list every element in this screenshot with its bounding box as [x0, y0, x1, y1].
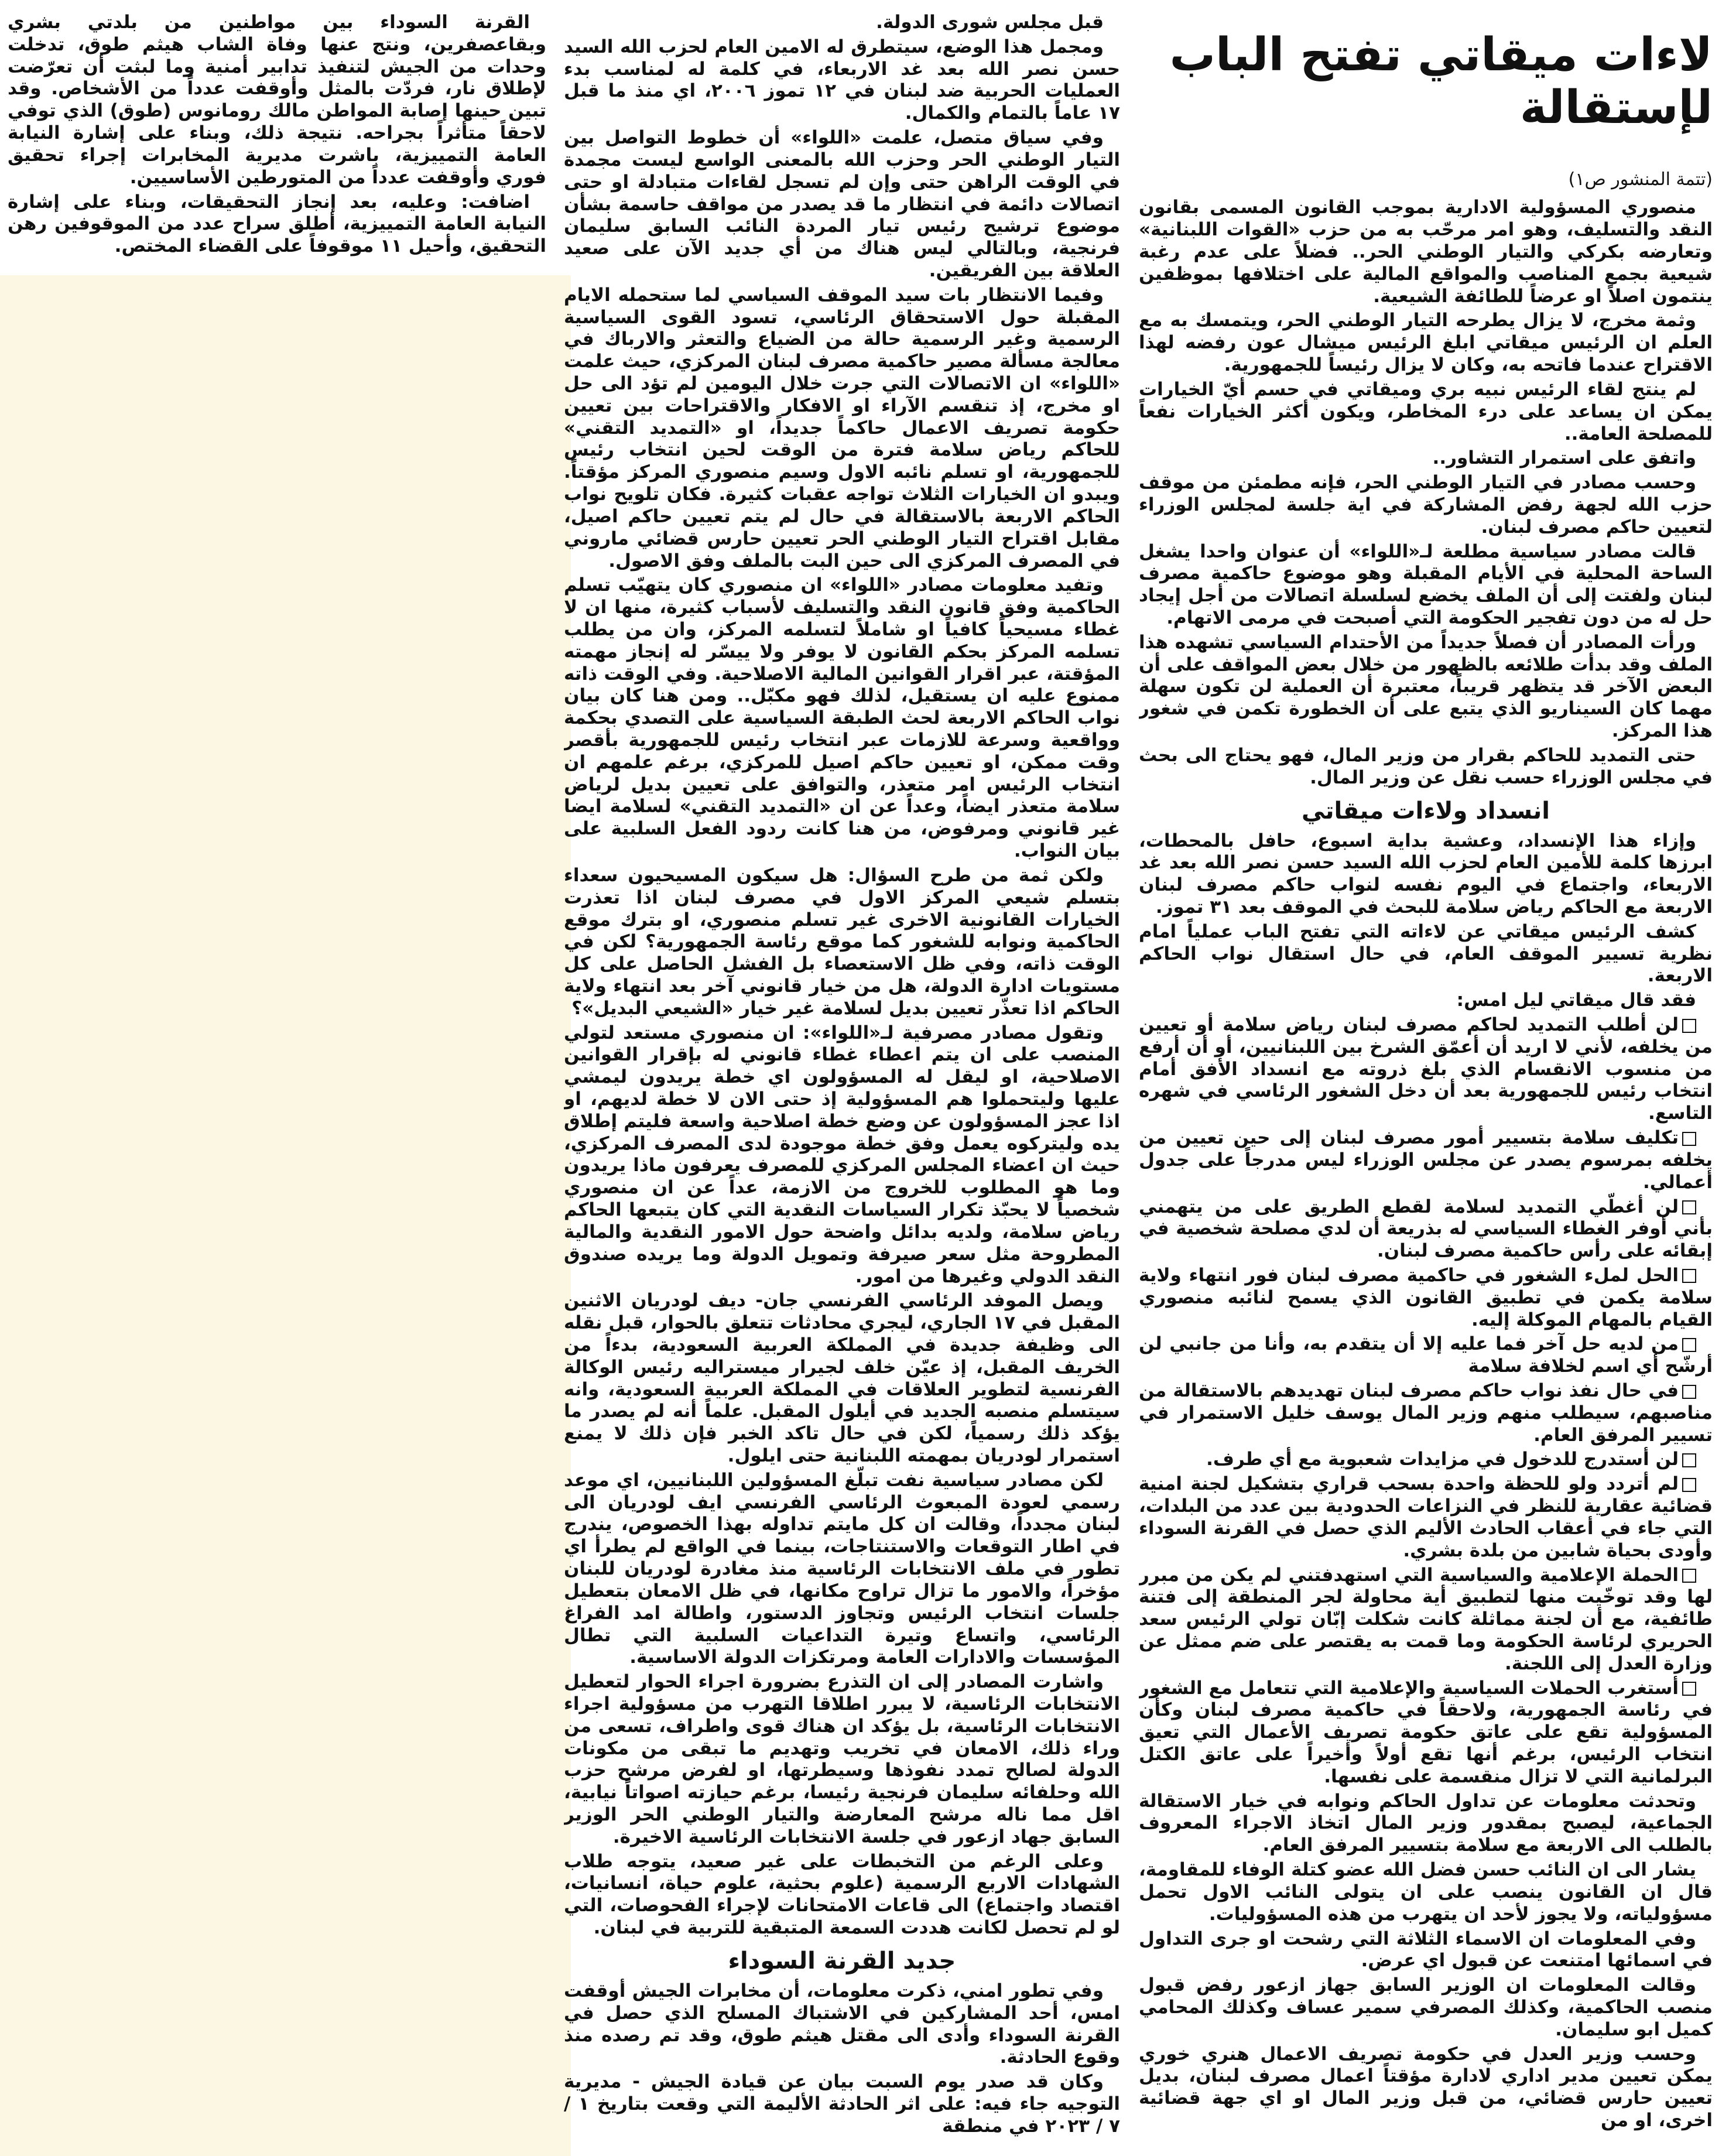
- column-right: [1139, 12, 1713, 2134]
- checkbox-glyph: [1682, 1338, 1696, 1352]
- paragraph: لكن مصادر سياسية نفت تبلّغ المسؤولين اللبنانيين، اي موعد رسمي لعودة المبعوث الرئاسي الفرنسي ايف لودريان الى لبنان مجدداً، وقالت ان كل مايتم تداوله بهذا الخصوص، يندرج في اطار التوقعات والاستنتاجات، بينما في الواقع لم يطرأ اي تطور في ملف الانتخابات الرئاسية منذ مغادرة لودريان للبنان مؤخراً، والامور ما تزال تراوح مكانها، في ظل الامعان بتعطيل جلسات انتخاب الرئيس وتجاوز الدستور، واطالة امد الفراغ الرئاسي، واتساع وتيرة التداعيات السلبية التي تطال المؤسسات والادارات العامة ومرتكزات الدولة الاساسية.: [564, 1469, 1120, 1668]
- checkbox-glyph: [1682, 1453, 1696, 1467]
- paragraph: واشارت المصادر إلى ان التذرع بضرورة اجراء الحوار لتعطيل الانتخابات الرئاسية، لا يبرر اطلاقا التهرب من مسؤولية اجراء الانتخابات الرئاسية، بل يؤكد ان هناك قوى واطراف، تسعى من وراء ذلك، الامعان في تخريب وتهديم ما تبقى من مكونات الدولة لصالح تمدد نفوذها وسيطرتها، او لفرض مرشح حزب الله وحلفائه سليمان فرنجية رئيسا، برغم حيازته اصواتاً نيابية، اقل مما ناله مرشح المعارضة والتيار الوطني الحر الوزير السابق جهاد ازعور في جلسة الانتخابات الرئاسية الاخيرة.: [564, 1671, 1120, 1847]
- paragraph: وإزاء هذا الإنسداد، وعشية بداية اسبوع، حافل بالمحطات، ابرزها كلمة للأمين العام لحزب الله السيد حسن نصر الله بعد غد الاربعاء، واجتماع في اليوم نفسه لنواب حاكم مصرف لبنان الاربعة مع الحاكم رياض سلامة للبحث في الموقف بعد ٣١ تموز.: [1139, 830, 1713, 918]
- bullet-item: [1139, 1449, 1713, 1471]
- bullet-text: الحملة الإعلامية والسياسية التي استهدفتني لم يكن من مبرر لها وقد توخّيت منها لتطبيق أية محاولة لجر المنطقة إلى فتنة طائفية، مع أن لجنة مماثلة كانت شكلت إبّان تولي الرئيس سعد الحريري لرئاسة الحكومة وما قمت به يقتصر على ضم ممثل عن وزارة العدل إلى اللجنة.: [1139, 1564, 1713, 1674]
- paragraph: وفي سياق متصل، علمت «اللواء» أن خطوط التواصل بين التيار الوطني الحر وحزب الله بالمعنى الواسع ليست مجمدة في الوقت الراهن حتى وإن لم تسجل لقاءات متبادلة او حتى اتصالات دائمة في انتظار ما قد يصدر من مواقف حاسمة بشأن موضوع ترشيح رئيس تيار المردة النائب السابق سليمان فرنجية، وبالتالي ليس هناك من أي جديد الآن على صعيد العلاقة بين الفريقين.: [564, 127, 1120, 281]
- paragraph: وفي المعلومات ان الاسماء الثلاثة التي رشحت او جرى التداول في اسمائها امتنعت عن قبول اي عرض.: [1139, 1928, 1713, 1972]
- bullet-text: من لديه حل آخر فما عليه إلا أن يتقدم به، وأنا من جانبي لن أرشّح أي اسم لخلافة سلامة: [1139, 1333, 1713, 1377]
- paragraph: يشار الى ان النائب حسن فضل الله عضو كتلة الوفاء للمقاومة، قال ان القانون ينصب على ان يتولى النائب الاول تحمل مسؤولياته، ولا يجوز لأحد ان يتهرب من هذه المسؤوليات.: [1139, 1859, 1713, 1925]
- paragraph: وحسب مصادر في التيار الوطني الحر، فإنه مطمئن من موقف حزب الله لجهة رفض المشاركة في اية جلسة لمجلس الوزراء لتعيين حاكم مصرف لبنان.: [1139, 472, 1713, 538]
- bullet-text: أستغرب الحملات السياسية والإعلامية التي تتعامل مع الشغور في رئاسة الجمهورية، ولاحقاً في حاكمية مصرف لبنان وكأن المسؤولية تقع على عاتق حكومة تصريف الأعمال التي تعيق انتخاب الرئيس، برغم أنها تقع أولاً وأخيراً على عاتق الكتل البرلمانية التي لا تزال منقسمة على نفسها.: [1139, 1677, 1713, 1787]
- article-headline: لاءات ميقاتي تفتح الباب لإستقالة: [1169, 29, 1713, 134]
- column-middle: [564, 12, 1120, 2140]
- paragraph: واتفق على استمرار التشاور..: [1432, 447, 1696, 469]
- checkbox-glyph: [1682, 1569, 1696, 1583]
- paragraph: وثمة مخرج، لا يزال يطرحه التيار الوطني الحر، ويتمسك به مع العلم ان الرئيس ميقاتي ابلغ الرئيس ميشال عون رفضه لهذا الاقتراح عندما فاتحه به، وكان لا يزال رئيساً للجمهورية.: [1139, 310, 1713, 376]
- paragraph: اضافت: وعليه، بعد إنجاز التحقيقات، وبناء على إشارة النيابة العامة التمييزية، أطلق سراح عدد من الموقوفين رهن التحقيق، وأحيل ١١ موقوفاً على القضاء المختص.: [8, 191, 546, 257]
- bullet-item: [1139, 1473, 1713, 1562]
- page-blank-area: [0, 275, 571, 2156]
- checkbox-glyph: [1682, 1478, 1696, 1492]
- continuation-note: (تتمة المنشور ص١): [1568, 169, 1713, 190]
- paragraph: لم ينتج لقاء الرئيس نبيه بري وميقاتي في حسم أيّ الخيارات يمكن ان يساعد على درء المخاطر، ويكون أكثر الخيارات نفعاً للمصلحة العامة..: [1139, 378, 1713, 444]
- bullet-text: لن أطلب التمديد لحاكم مصرف لبنان رياض سلامة أو تعيين من يخلفه، لأني لا اريد أن أعمّق الشرخ بين اللبنانيين، أو أن أرفع من منسوب الانقسام الذي بلغ ذروته مع انسداد الأفق أمام انتخاب رئيس للجمهورية بعد أن دخل الشغور الرئاسي في شهره التاسع.: [1139, 1014, 1713, 1124]
- bullet-item: [1139, 1014, 1713, 1125]
- paragraph: كشف الرئيس ميقاتي عن لاءاته التي تفتح الباب عملياً امام نظرية تسيير الموقف العام، في حال استقال نواب الحاكم الاربعة.: [1139, 920, 1713, 987]
- paragraph: فقد قال ميقاتي ليل امس:: [1456, 990, 1696, 1011]
- paragraph: وفي تطور امني، ذكرت معلومات، أن مخابرات الجيش أوقفت امس، أحد المشاركين في الاشتباك المسلح الذي حصل في القرنة السوداء وأدى الى مقتل هيثم طوق، وقد تم رصده منذ وقوع الحادثة.: [564, 1980, 1120, 2068]
- bullet-item: [1139, 1127, 1713, 1193]
- checkbox-glyph: [1682, 1019, 1696, 1033]
- paragraph: وتقول مصادر مصرفية لـ«اللواء»: ان منصوري مستعد لتولي المنصب على ان يتم اعطاء غطاء قانوني له بإقرار القوانين الاصلاحية، او ليقل له المسؤولون اي خطة يريدون ليمشي عليها وليتحملوا هم المسؤولية إذ حتى الان لا خطة لديهم، او اذا عجز المسؤولون عن وضع خطة اصلاحية واسعة فليتم إطلاق يده وليتركوه يعمل وفق خطة موجودة لدى المصرف المركزي، حيث ان اعضاء المجلس المركزي للمصرف يعرفون ماذا يريدون وما هو المطلوب للخروج من الازمة، عداً عن ان منصوري شخصياً لا يحبّذ تكرار السياسات النقدية التي كان يتبعها الحاكم رياض سلامة، ولديه بدائل واضحة حول الامور النقدية والمالية المطروحة مثل سعر صيرفة وتمويل الدولة وما يريده صندوق النقد الدولي وغيرها من امور.: [564, 1022, 1120, 1287]
- bullet-item: [1139, 1196, 1713, 1262]
- checkbox-glyph: [1682, 1269, 1696, 1283]
- subheading: انسداد ولاءات ميقاتي: [1301, 797, 1550, 824]
- bullet-text: تكليف سلامة بتسيير أمور مصرف لبنان إلى حين تعيين من يخلفه بمرسوم يصدر عن مجلس الوزراء ليس مدرجاً على جدول أعمالي.: [1139, 1127, 1713, 1193]
- bullet-text: لم أتردد ولو للحظة واحدة بسحب قراري بتشكيل لجنة امنية قضائية عقارية للنظر في النزاعات الحدودية بين عدد من البلدات، التي جاء في أعقاب الحادث الأليم الذي حصل في القرنة السوداء وأودى بحياة شابين من بلدة بشري.: [1139, 1473, 1713, 1561]
- bullet-text: في حال نفذ نواب حاكم مصرف لبنان تهديدهم بالاستقالة من مناصبهم، سيطلب منهم وزير المال يوسف خليل الاستمرار في تسيير المرفق العام.: [1139, 1380, 1713, 1446]
- paragraph: وحسب وزير العدل في حكومة تصريف الاعمال هنري خوري يمكن تعيين مدير اداري لادارة مؤقتاً اعمال مصرف لبنان، بديل تعيين حارس قضائي، من قبل وزير المال او اي جهة قضائية اخرى، او من: [1139, 2043, 1713, 2131]
- checkbox-glyph: [1682, 1385, 1696, 1399]
- paragraph: منصوري المسؤولية الادارية بموجب القانون المسمى بقانون النقد والتسليف، وهو امر مرحّب به من حزب «القوات اللبنانية» وتعارضه بكركي والتيار الوطني الحر.. فضلاً على عدم رغبة شيعية بجمع المناصب والمواقع المالية على اختلافها بموظفين ينتمون اصلاً او عرضاً للطائفة الشيعية.: [1139, 197, 1713, 307]
- paragraph: ومجمل هذا الوضع، سيتطرق له الامين العام لحزب الله السيد حسن نصر الله بعد غد الاربعاء، في كلمة له لمناسب بدء العمليات الحربية ضد لبنان في ١٢ تموز ٢٠٠٦، اي منذ ما قبل ١٧ عاماً بالتمام والكمال.: [564, 36, 1120, 124]
- paragraph: ورأت المصادر أن فصلاً جديداً من الأحتدام السياسي تشهده هذا الملف وقد بدأت طلائعه بالظهور من خلال بعض المواقف على أن البعض الآخر قد يتظهر قريباً، معتبرة أن العملية لن تكون سهلة مهما كان السيناريو الذي يتبع على أن الخطورة تكمن في شغور هذا المركز.: [1139, 631, 1713, 742]
- column-left: [8, 12, 546, 260]
- paragraph: وكان قد صدر يوم السبت بيان عن قيادة الجيش - مديرية التوجيه جاء فيه: على اثر الحادثة الأليمة التي وقعت بتاريخ ١ / ٧ / ٢٠٢٣ في منطقة: [564, 2071, 1120, 2137]
- paragraph: وتفيد معلومات مصادر «اللواء» ان منصوري كان يتهيّب تسلم الحاكمية وفق قانون النقد والتسليف لأسباب كثيرة، منها ان لا غطاء مسيحياً كافياً او شاملاً لتسلمه المركز، وان من يطلب تسلمه المركز بحكم القانون لا يوفر ولا ييسّر له إنجاز مهمته المؤقتة، عبر اقرار القوانين المالية الاصلاحية. وفي الوقت ذاته ممنوع عليه ان يستقيل، لذلك فهو مكبّل.. ومن هنا كان بيان نواب الحاكم الاربعة لحث الطبقة السياسية على التصدي بحكمة وواقعية وسرعة للازمات عبر انتخاب رئيس للجمهورية بأقصر وقت ممكن، او تعيين حاكم اصيل للمركزي، برغم علمهم ان انتخاب الرئيس امر متعذر، والتوافق على تعيين بديل لرياض سلامة متعذر ايضاً، وعداً عن ان «التمديد التقني» لسلامة ايضا غير قانوني ومرفوض، من هنا كانت ردود الفعل السلبية على بيان النواب.: [564, 574, 1120, 862]
- paragraph: وعلى الرغم من التخبطات على غير صعيد، يتوجه طلاب الشهادات الاربع الرسمية (علوم بحثية، علوم حياة، انسانيات، اقتصاد واجتماع) الى قاعات الامتحانات لإجراء الفحوصات، التي لو لم تحصل لكانت هددت السمعة المتبقية للتربية في لبنان.: [564, 1850, 1120, 1939]
- paragraph: قالت مصادر سياسية مطلعة لـ«اللواء» أن عنوان واحدا يشغل الساحة المحلية في الأيام المقبلة وهو موضوع حاكمية مصرف لبنان ولفتت إلى أن الملف يخضع لسلسلة اتصالات من أجل إيجاد حل له من دون تفجير الحكومة التي أصبحت في مرمى الاتهام.: [1139, 540, 1713, 628]
- bullet-item: [1139, 1565, 1713, 1675]
- paragraph: وتحدثت معلومات عن تداول الحاكم ونوابه في خيار الاستقالة الجماعية، ليصبح بمقدور وزير المال اتخاذ الاجراء المعروف بالطلب الى الاربعة مع سلامة بتسيير المرفق العام.: [1139, 1790, 1713, 1856]
- paragraph: حتى التمديد للحاكم بقرار من وزير المال، فهو يحتاج الى بحث في مجلس الوزراء حسب نقل عن وزير المال.: [1139, 744, 1713, 788]
- paragraph: وقالت المعلومات ان الوزير السابق جهاز ازعور رفض قبول منصب الحاكمية، وكذلك المصرفي سمير عساف وكذلك المحامي كميل ابو سليمان.: [1139, 1974, 1713, 2040]
- checkbox-glyph: [1682, 1132, 1696, 1146]
- bullet-text: لن أستدرج للدخول في مزايدات شعبوية مع أي طرف.: [1206, 1449, 1679, 1470]
- paragraph: القرنة السوداء بين مواطنين من بلدتي بشري وبقاعصفرين، ونتج عنها وفاة الشاب هيثم طوق، تدخلت وحدات من الجيش لتنفيذ تدابير أمنية وما لبثت أن تعرّضت لإطلاق نار، فردّت بالمثل وأوقفت عدداً من الأشخاص. وقد تبين حينها إصابة المواطن مالك رومانوس (طوق) الذي توفي لاحقاً متأثراً بجراحه. نتيجة ذلك، وبناء على إشارة النيابة العامة التمييزية، باشرت مديرية المخابرات إجراء تحقيق فوري وأوقفت عدداً من المتورطين الأساسيين.: [8, 12, 546, 188]
- bullet-item: [1139, 1678, 1713, 1788]
- bullet-item: [1139, 1333, 1713, 1378]
- checkbox-glyph: [1682, 1682, 1696, 1696]
- bullet-item: [1139, 1380, 1713, 1446]
- paragraph: قبل مجلس شورى الدولة.: [876, 12, 1104, 33]
- bullet-text: لن أغطّي التمديد لسلامة لقطع الطريق على من يتهمني بأني أوفر الغطاء السياسي له بذريعة أن لدي مصلحة شخصية في إبقائه على رأس حاكمية مصرف لبنان.: [1139, 1196, 1713, 1262]
- subheading: جديد القرنة السوداء: [728, 1947, 956, 1974]
- checkbox-glyph: [1682, 1200, 1696, 1214]
- paragraph: ولكن ثمة من طرح السؤال: هل سيكون المسيحيون سعداء بتسلم شيعي المركز الاول في مصرف لبنان اذا تعذرت الخيارات القانونية الاخرى غير تسلم منصوري، او بترك موقع الحاكمية ونوابه للشغور كما موقع رئاسة الجمهورية؟ لكن في الوقت ذاته، وفي ظل الاستعصاء بل الفشل الحاصل على كل مستويات ادارة الدولة، هل من خيار قانوني آخر بعد انتهاء ولاية الحاكم اذا تعذّر تعيين بديل لسلامة غير خيار «الشيعي البديل»؟: [564, 864, 1120, 1019]
- bullet-item: [1139, 1265, 1713, 1331]
- paragraph: ويصل الموفد الرئاسي الفرنسي جان- ديف لودريان الاثنين المقبل في ١٧ الجاري، ليجري محادثات تتعلق بالحوار، قبل نقله الى وظيفة جديدة في المملكة العربية السعودية، بدءاً من الخريف المقبل، إذ عيّن خلف لجيرار ميستراليه رئيس الوكالة الفرنسية لتطوير العلاقات في المملكة العربية السعودية، وانه سيتسلم منصبه الجديد في أيلول المقبل. علماً أنه لم يصدر ما يؤكد ذلك رسمياً، لكن في حال تاكد الخبر فإن ذلك لا يمنع استمرار لودريان بمهمته اللبنانية حتى ايلول.: [564, 1290, 1120, 1466]
- bullet-text: الحل لملء الشغور في حاكمية مصرف لبنان فور انتهاء ولاية سلامة يكمن في تطبيق القانون الذي يسمح لنائبه منصوري القيام بالمهام الموكلة إليه.: [1139, 1264, 1713, 1330]
- paragraph: وفيما الانتظار بات سيد الموقف السياسي لما ستحمله الايام المقبلة حول الاستحقاق الرئاسي، تسود القوى السياسية الرسمية وغير الرسمية حالة من الضياع والتعثر والارباك في معالجة مسألة مصير حاكمية مصرف لبنان المركزي، حيث علمت «اللواء» ان الاتصالات التي جرت خلال اليومين لم تؤد الى حل او مخرج، إذ تنقسم الآراء او الافكار والاقتراحات بين تعيين حكومة تصريف الاعمال حاكماً جديداً، او «التمديد التقني» للحاكم رياض سلامة فترة من الوقت لحين انتخاب رئيس للجمهورية، او تسلم نائبه الاول وسيم منصوري المركز مؤقتاً. ويبدو ان الخيارات الثلاث تواجه عقبات كثيرة. فكان تلويح نواب الحاكم الاربعة بالاستقالة في حال لم يتم تعيين حاكم اصيل، مقابل اقتراح التيار الوطني الحر تعيين حارس قضائي ماروني في المصرف المركزي الى حين البت بالملف وفق الاصول.: [564, 284, 1120, 571]
